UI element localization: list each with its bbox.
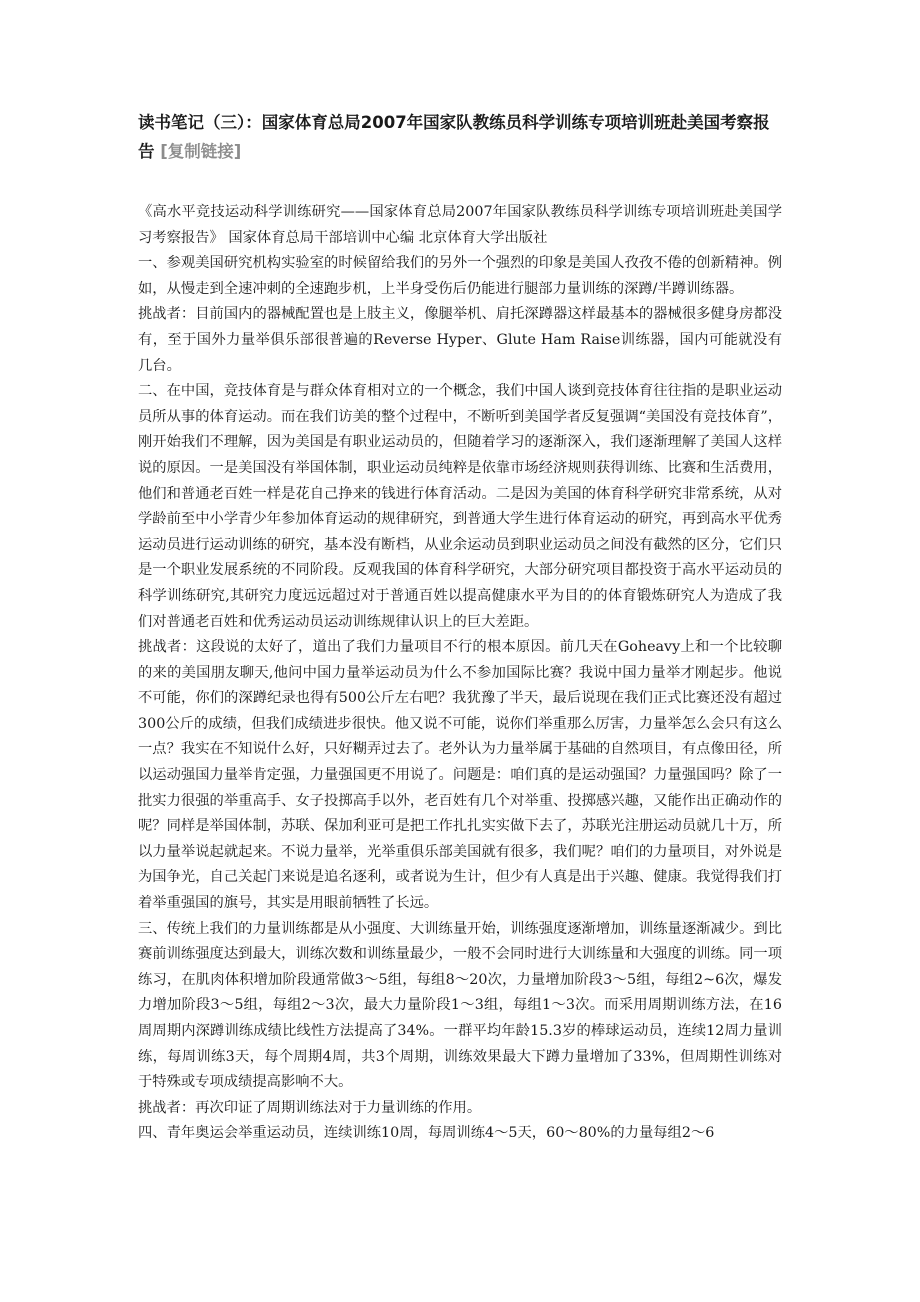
paragraph-comment-3: 挑战者：再次印证了周期训练法对于力量训练的作用。 [138, 1099, 482, 1116]
paragraph-section-1: 一、参观美国研究机构实验室的时候留给我们的另外一个强烈的印象是美国人孜孜不倦的创新精神。例如，从慢走到全速冲刺的全速跑步机，上半身受伤后仍能进行腿部力量训练的深蹲/半蹲训练器。 [138, 255, 782, 297]
document-title: 读书笔记（三）：国家体育总局2007年国家队教练员科学训练专项培训班赴美国考察报告 [138, 113, 770, 161]
paragraph-section-2: 二、在中国，竞技体育是与群众体育相对立的一个概念，我们中国人谈到竞技体育往往指的是职业运动员所从事的体育运动。而在我们访美的整个过程中，不断听到美国学者反复强调“美国没有竞技体育”，刚开始我们不理解，因为美国是有职业运动员的，但随着学习的逐渐深入，我们逐渐理解了美国人这样说的原因。一是美国没有举国体制，职业运动员纯粹是依靠市场经济规则获得训练、比赛和生活费用，他们和普通老百姓一样是花自己挣来的钱进行体育活动。二是因为美国的体育科学研究非常系统，从对学龄前至中小学青少年参加体育运动的规律研究，到普通大学生进行体育运动的研究，再到高水平优秀运动员进行运动训练的研究，基本没有断档，从业余运动员到职业运动员之间没有截然的区分，它们只是一个职业发展系统的不同阶段。反观我国的体育科学研究，大部分研究项目都投资于高水平运动员的科学训练研究,其研究力度远远超过对于普通百姓以提高健康水平为目的的体育锻炼研究人为造成了我们对普通老百姓和优秀运动员运动训练规律认识上的巨大差距。 [138, 383, 782, 630]
paragraph-section-3: 三、传统上我们的力量训练都是从小强度、大训练量开始，训练强度逐渐增加，训练量逐渐减少。到比赛前训练强度达到最大，训练次数和训练量最少，一般不会同时进行大训练量和大强度的训练。同一项练习，在肌肉体积增加阶段通常做3～5组，每组8～20次，力量增加阶段3～5组，每组2~6次，爆发力增加阶段3～5组，每组2～3次，最大力量阶段1～3组，每组1～3次。而采用周期训练方法，在16周周期内深蹲训练成绩比线性方法提高了34%。一群平均年龄15.3岁的棒球运动员，连续12周力量训练，每周训练3天，每个周期4周，共3个周期，训练效果最大下蹲力量增加了33%，但周期性训练对于特殊或专项成绩提高影响不大。 [138, 920, 782, 1091]
paragraph-comment-1: 挑战者：目前国内的器械配置也是上肢主义，像腿举机、肩托深蹲器这样最基本的器械很多健身房都没有，至于国外力量举俱乐部很普遍的Reverse Hyper、Glute Ham Raise训练器，国内可能就没有几台。 [138, 306, 782, 374]
document-title-block [138, 108, 782, 166]
copy-link[interactable]: [复制链接] [160, 142, 242, 161]
paragraph-section-4: 四、青年奥运会举重运动员，连续训练10周，每周训练4～5天，60～80%的力量每组2～6 [138, 1125, 715, 1142]
document-body [138, 200, 782, 1147]
paragraph-book-citation: 《高水平竞技运动科学训练研究——国家体育总局2007年国家队教练员科学训练专项培训班赴美国学习考察报告》 国家体育总局干部培训中心编 北京体育大学出版社 [138, 204, 782, 246]
paragraph-comment-2: 挑战者：这段说的太好了，道出了我们力量项目不行的根本原因。前几天在Goheavy上和一个比较聊的来的美国朋友聊天,他问中国力量举运动员为什么不参加国际比赛？我说中国力量举才刚起步。他说不可能，你们的深蹲纪录也得有500公斤左右吧？我犹豫了半天，最后说现在我们正式比赛还没有超过300公斤的成绩，但我们成绩进步很快。他又说不可能，说你们举重那么厉害，力量举怎么会只有这么一点？我实在不知说什么好，只好糊弄过去了。老外认为力量举属于基础的自然项目，有点像田径，所以运动强国力量举肯定强，力量强国更不用说了。问题是：咱们真的是运动强国？力量强国吗？除了一批实力很强的举重高手、女子投掷高手以外，老百姓有几个对举重、投掷感兴趣，又能作出正确动作的呢？同样是举国体制，苏联、保加利亚可是把工作扎扎实实做下去了，苏联光注册运动员就几十万，所以力量举说起就起来。不说力量举，光举重俱乐部美国就有很多，我们呢？咱们的力量项目，对外说是为国争光，自己关起门来说是追名逐利，或者说为生计，但少有人真是出于兴趣、健康。我觉得我们打着举重强国的旗号，其实是用眼前牺牲了长远。 [138, 639, 782, 912]
document-page [138, 0, 782, 1147]
